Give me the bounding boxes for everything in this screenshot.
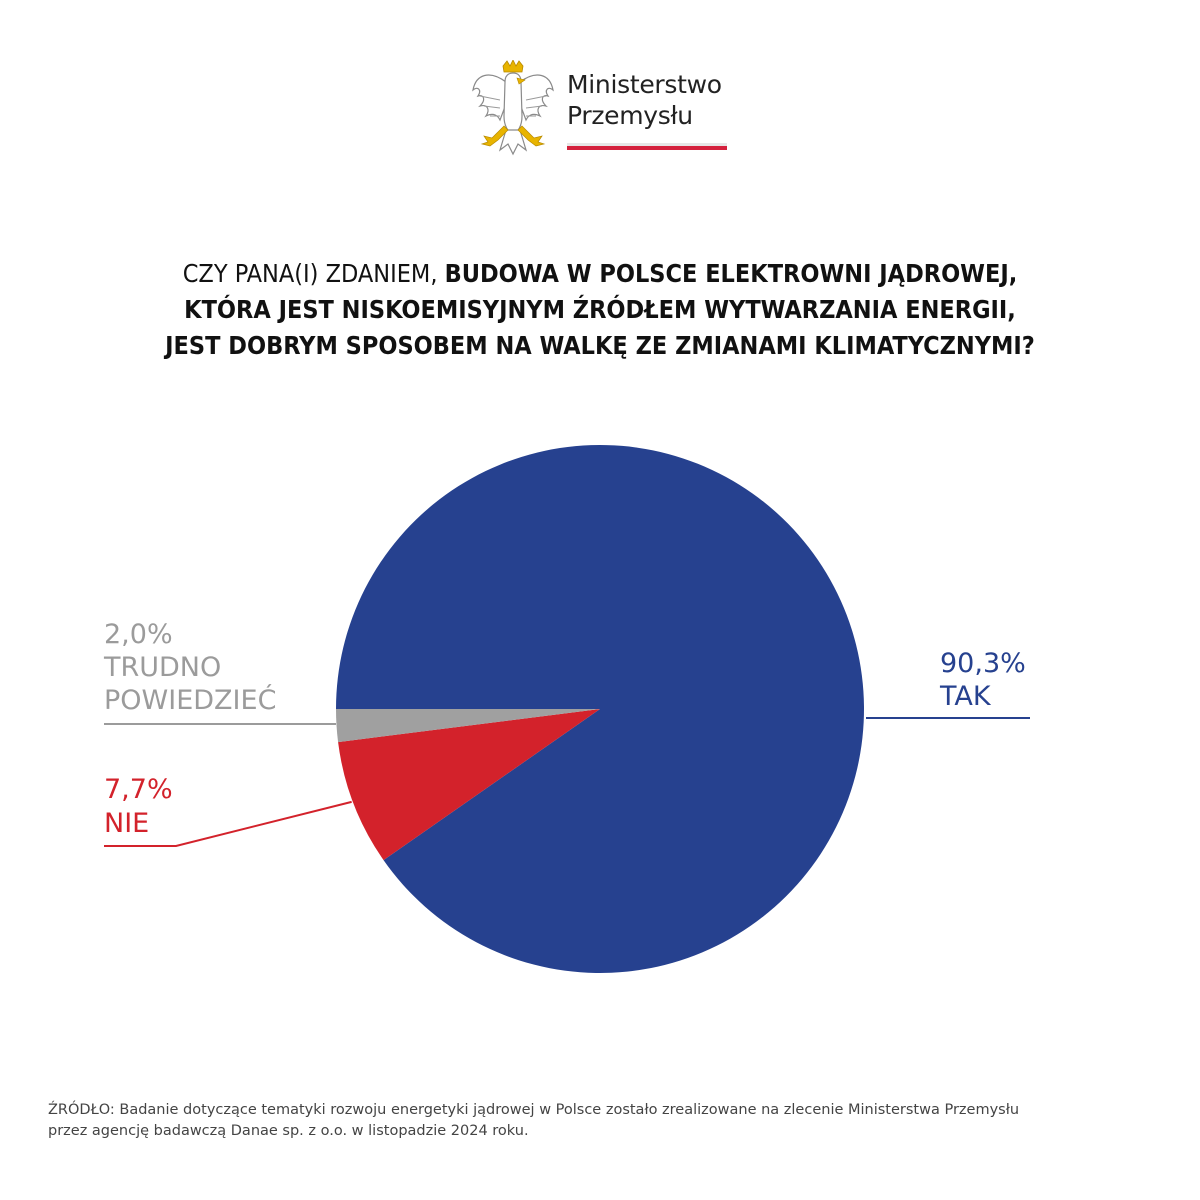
- source-line1: ŹRÓDŁO: Badanie dotyczące tematyki rozwoju energetyki jądrowej w Polsce zostało zrealizowane na zlecenie Ministerstwa Przemysłu: [48, 1102, 1020, 1118]
- data-label-tak-value: 90,3%: [940, 648, 1026, 679]
- data-label-nie-value: 7,7%: [104, 774, 173, 805]
- data-label-trudno-name-line1: TRUDNO: [104, 652, 222, 683]
- data-label-tak-name: TAK: [940, 681, 991, 712]
- data-label-trudno-name-line2: POWIEDZIEĆ: [104, 685, 277, 716]
- ministry-name-line1: Ministerstwo: [567, 70, 722, 99]
- source-note: [48, 1100, 1148, 1142]
- title-bold-line2: KTÓRA JEST NISKOEMISYJNYM ŹRÓDŁEM WYTWARZANIA ENERGII,: [184, 295, 1016, 324]
- ministry-name-line2: Przemysłu: [567, 101, 693, 130]
- data-label-trudno-value: 2,0%: [104, 619, 173, 650]
- title-prefix: CZY PANA(I) ZDANIEM,: [182, 259, 445, 288]
- data-label-nie-name: NIE: [104, 808, 150, 839]
- title-bold-line1: BUDOWA W POLSCE ELEKTROWNI JĄDROWEJ,: [444, 259, 1018, 288]
- source-line2: przez agencję badawczą Danae sp. z o.o. w listopadzie 2024 roku.: [48, 1123, 529, 1139]
- title-bold-line3: JEST DOBRYM SPOSOBEM NA WALKĘ ZE ZMIANAMI KLIMATYCZNYMI?: [165, 331, 1035, 360]
